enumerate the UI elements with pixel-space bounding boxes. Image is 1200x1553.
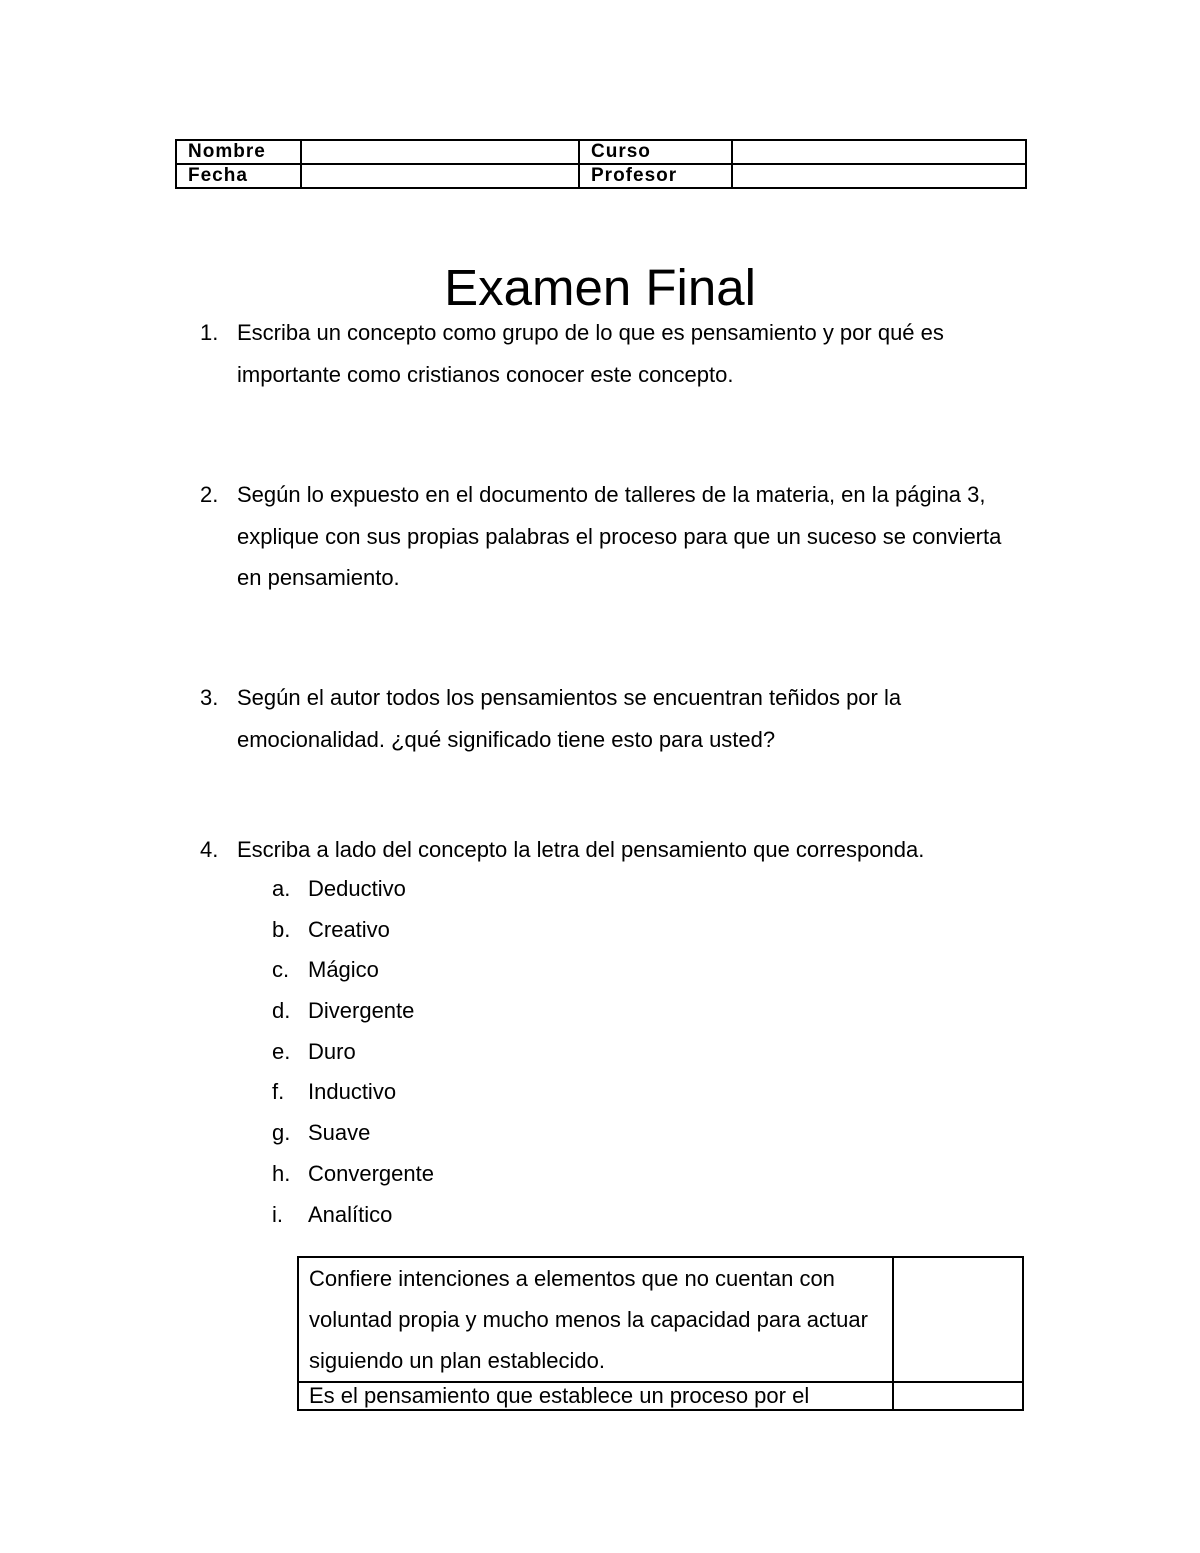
question-number: 2. bbox=[200, 482, 219, 507]
option-label: Divergente bbox=[308, 998, 415, 1024]
question-1 bbox=[200, 312, 1030, 395]
list-item bbox=[272, 1154, 434, 1195]
question-4 bbox=[200, 829, 1030, 871]
thinking-types-list bbox=[272, 869, 434, 1235]
question-number: 4. bbox=[200, 837, 219, 862]
page-title: Examen Final bbox=[444, 259, 756, 316]
nombre-label: Nombre bbox=[176, 140, 301, 164]
answer-cell[interactable] bbox=[893, 1257, 1023, 1382]
option-label: Convergente bbox=[308, 1160, 434, 1186]
option-letter: g. bbox=[272, 1120, 291, 1146]
option-letter: c. bbox=[272, 957, 290, 983]
option-label: Creativo bbox=[308, 916, 390, 942]
option-letter: f. bbox=[272, 1079, 285, 1105]
profesor-field[interactable] bbox=[732, 164, 1026, 188]
option-label: Suave bbox=[308, 1120, 371, 1146]
option-label: Deductivo bbox=[308, 876, 406, 901]
fecha-field[interactable] bbox=[301, 164, 579, 188]
list-item bbox=[272, 950, 434, 991]
list-item bbox=[272, 991, 434, 1032]
fecha-label: Fecha bbox=[176, 164, 301, 188]
option-label: Analítico bbox=[308, 1201, 393, 1227]
option-label: Inductivo bbox=[308, 1079, 397, 1105]
question-text: Escriba un concepto como grupo de lo que es pensamiento y por qué es importante como cristianos conocer este concepto. bbox=[237, 320, 944, 387]
question-text: Según lo expuesto en el documento de talleres de la materia, en la página 3, explique con sus propias palabras el proceso para que un suceso se convierta en pensamiento. bbox=[237, 482, 1002, 590]
list-item bbox=[272, 1113, 434, 1154]
question-text: Escriba a lado del concepto la letra del pensamiento que corresponda. bbox=[237, 837, 925, 862]
option-letter: a. bbox=[272, 876, 291, 901]
option-letter: i. bbox=[272, 1201, 283, 1227]
definition-cell: Confiere intenciones a elementos que no cuentan con voluntad propia y mucho menos la capacidad para actuar siguiendo un plan establecido. bbox=[298, 1257, 893, 1382]
student-info-row bbox=[176, 140, 1026, 164]
question-2 bbox=[200, 474, 1030, 599]
curso-field[interactable] bbox=[732, 140, 1026, 164]
table-row bbox=[298, 1382, 1023, 1410]
curso-label: Curso bbox=[579, 140, 732, 164]
profesor-label: Profesor bbox=[579, 164, 732, 188]
list-item bbox=[272, 869, 434, 910]
option-label: Duro bbox=[308, 1038, 356, 1064]
list-item bbox=[272, 910, 434, 951]
matching-table bbox=[297, 1256, 1024, 1411]
answer-cell[interactable] bbox=[893, 1382, 1023, 1410]
definition-cell: Es el pensamiento que establece un proceso por el bbox=[298, 1382, 893, 1410]
option-letter: b. bbox=[272, 916, 291, 942]
student-info-table bbox=[175, 139, 1027, 189]
option-letter: h. bbox=[272, 1160, 291, 1186]
list-item bbox=[272, 1195, 434, 1236]
option-label: Mágico bbox=[308, 957, 379, 983]
question-number: 3. bbox=[200, 685, 219, 710]
student-info-row bbox=[176, 164, 1026, 188]
nombre-field[interactable] bbox=[301, 140, 579, 164]
question-3 bbox=[200, 677, 1030, 760]
list-item bbox=[272, 1032, 434, 1073]
question-text: Según el autor todos los pensamientos se encuentran teñidos por la emocionalidad. ¿qué significado tiene esto para usted? bbox=[237, 685, 902, 752]
list-item bbox=[272, 1072, 434, 1113]
table-row bbox=[298, 1257, 1023, 1382]
option-letter: d. bbox=[272, 998, 291, 1024]
option-letter: e. bbox=[272, 1038, 291, 1064]
question-number: 1. bbox=[200, 320, 219, 345]
